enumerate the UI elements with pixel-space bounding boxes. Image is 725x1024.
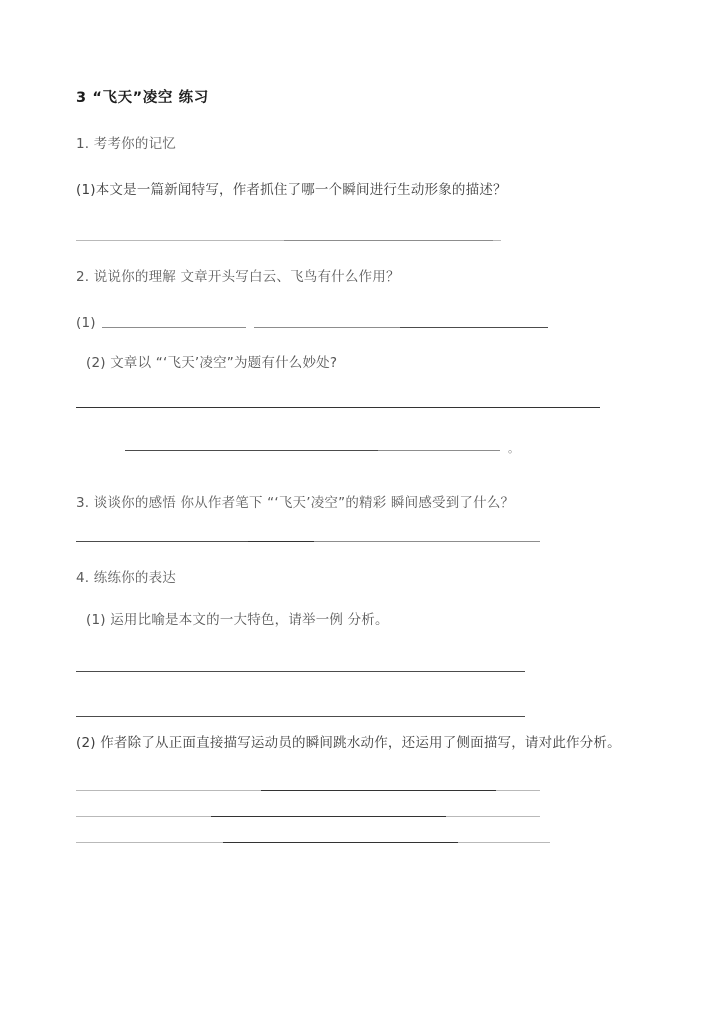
answer-rule-1c[interactable]: [493, 240, 501, 241]
question-4-sub-2: (2) 作者除了从正面直接描写运动员的瞬间跳水动作，还运用了侧面描写，请对此作分析。: [76, 735, 621, 751]
question-1-sub-1: (1)本文是一篇新闻特写，作者抓住了哪一个瞬间进行生动形象的描述？: [76, 182, 507, 198]
answer-rule-10c[interactable]: [458, 842, 550, 843]
answer-rule-8c[interactable]: [496, 790, 540, 791]
answer-rule-5a[interactable]: [76, 541, 248, 542]
answer-rule-8b[interactable]: [261, 790, 496, 791]
question-2-sub-1-label: (1): [76, 315, 96, 331]
answer-rule-10b[interactable]: [223, 842, 458, 843]
answer-rule-5b[interactable]: [248, 541, 314, 542]
question-2-heading: 2. 说说你的理解 文章开头写白云、飞鸟有什么作用？: [76, 269, 400, 285]
answer-period-mark: 。: [508, 442, 519, 455]
question-1-heading: 1. 考考你的记忆: [76, 136, 176, 152]
answer-rule-1b[interactable]: [284, 240, 493, 241]
answer-rule-4a[interactable]: [125, 450, 378, 451]
answer-rule-2c[interactable]: [400, 327, 548, 328]
answer-rule-9c[interactable]: [446, 816, 540, 817]
answer-rule-2b[interactable]: [254, 327, 400, 328]
question-3-heading: 3. 谈谈你的感悟 你从作者笔下 “‘飞天’凌空”的精彩 瞬间感受到了什么？: [76, 495, 515, 511]
answer-rule-8a[interactable]: [76, 790, 261, 791]
answer-rule-3[interactable]: [76, 407, 600, 408]
question-4-heading: 4. 练练你的表达: [76, 570, 176, 586]
page-title: 3 “飞天”凌空 练习: [76, 90, 209, 106]
answer-rule-5c[interactable]: [314, 541, 540, 542]
answer-rule-9a[interactable]: [76, 816, 211, 817]
answer-rule-9b[interactable]: [211, 816, 446, 817]
question-2-sub-2: (2) 文章以 “‘飞天’凌空”为题有什么妙处?: [86, 355, 338, 371]
answer-rule-6[interactable]: [76, 671, 525, 672]
question-4-sub-1: (1) 运用比喻是本文的一大特色，请举一例 分析。: [86, 612, 389, 628]
answer-rule-2a[interactable]: [102, 327, 246, 328]
answer-rule-10a[interactable]: [76, 842, 223, 843]
answer-rule-7[interactable]: [76, 716, 525, 717]
answer-rule-4b[interactable]: [378, 450, 500, 451]
answer-rule-1a[interactable]: [76, 240, 284, 241]
